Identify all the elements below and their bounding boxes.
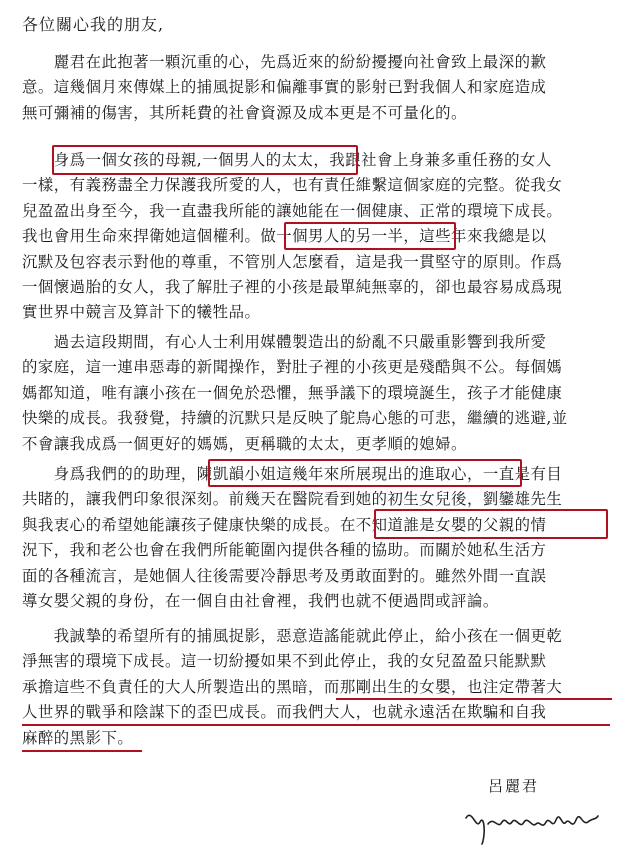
text-line: 過去這段期間，有心人士利用媒體製造出的紛亂不只嚴重影響到我所愛 — [22, 333, 547, 351]
text-line: 麗君在此抱著一顆沉重的心，先爲近來的紛紛擾擾向社會致上最深的歉 — [22, 53, 547, 71]
text-line: 與我衷心的希望她能讓孩子健康快樂的成長。在不知道誰是女嬰的父親的情 — [22, 515, 547, 534]
text-line: 承擔這些不負責任的大人所製造出的黑暗，而那剛出生的女嬰，也注定帶著大 — [22, 677, 563, 696]
paragraph-media — [22, 330, 622, 457]
text-line: 麻醉的黑影下。 — [22, 728, 134, 747]
text-line: 媽都知道，唯有讓小孩在一個免於恐懼，無爭議下的環境誕生，孩子才能健康 — [22, 383, 563, 402]
paragraph-family — [22, 148, 622, 326]
text-line: 面的各種流言，是她個人往後需要冷靜思考及勇敢面對的。雖然外間一直誤 — [22, 566, 547, 585]
text-line: 況下，我和老公也會在我們所能範圍內提供各種的協助。而關於她私生活方 — [22, 541, 547, 560]
text-line: 淨無害的環境下成長。這一切紛擾如果不到此停止，我的女兒盈盈只能默默 — [22, 652, 547, 671]
signatory-name: 呂麗君 — [488, 777, 540, 795]
text-line: 一樣，有義務盡全力保護我所愛的人，也有責任維繫這個家庭的完整。從我女 — [22, 176, 563, 195]
text-line: 快樂的成長。我發覺，持續的沉默只是反映了鴕鳥心態的可悲，繼續的逃避,並 — [22, 409, 568, 428]
salutation: 各位關心我的朋友, — [22, 15, 165, 34]
text-line: 無可彌補的傷害，其所耗費的社會資源及成本更是不可量化的。 — [22, 103, 467, 122]
text-line: 一個懷過胎的女人，我了解肚子裡的小孩是最單純無辜的，卻也最容易成爲現 — [22, 278, 563, 297]
text-line: 實世界中競言及算計下的犧牲品。 — [22, 303, 261, 322]
text-line: 我誠摯的希望所有的捕風捉影，惡意造謠能就此停止，給小孩在一個更乾 — [22, 627, 563, 645]
paragraph-apology — [22, 50, 622, 126]
text-line: 身爲一個女孩的母親,一個男人的太太，我跟社會上身兼多重任務的女人 — [22, 151, 552, 169]
text-line: 我也會用生命來捍衛她這個權利。做一個男人的另一半，這些年來我總是以 — [22, 227, 547, 246]
text-line: 身爲我們的的助理，陳凱韻小姐這幾年來所展現出的進取心，一直是有目 — [22, 465, 563, 483]
text-line: 意。這幾個月來傳媒上的捕風捉影和偏離事實的影射已對我個人和家庭造成 — [22, 78, 547, 97]
handwritten-signature — [462, 800, 602, 850]
paragraph-assistant — [22, 462, 622, 614]
text-line: 人世界的戰爭和陰謀下的歪巴成長。而我們大人，也就永遠活在欺騙和自我 — [22, 703, 547, 722]
text-line: 共睹的，讓我們印象很深刻。前幾天在醫院看到她的初生女兒後，劉鑾雄先生 — [22, 490, 563, 509]
text-line: 沉默及包容表示對他的尊重，不管別人怎麼看，這是我一貫堅守的原則。作爲 — [22, 252, 563, 271]
text-line: 不會讓我成爲一個更好的媽媽，更稱職的太太，更孝順的媳婦。 — [22, 434, 467, 453]
text-line: 兒盈盈出身至今，我一直盡我所能的讓她能在一個健康、正常的環境下成長。 — [22, 201, 563, 220]
paragraph-closing — [22, 624, 622, 751]
text-line: 的家庭，這一連串惡毒的新聞操作，對肚子裡的小孩更是殘酷與不公。每個媽 — [22, 358, 563, 377]
text-line: 導女嬰父親的身份，在一個自由社會裡，我們也就不便過問或評論。 — [22, 592, 499, 611]
